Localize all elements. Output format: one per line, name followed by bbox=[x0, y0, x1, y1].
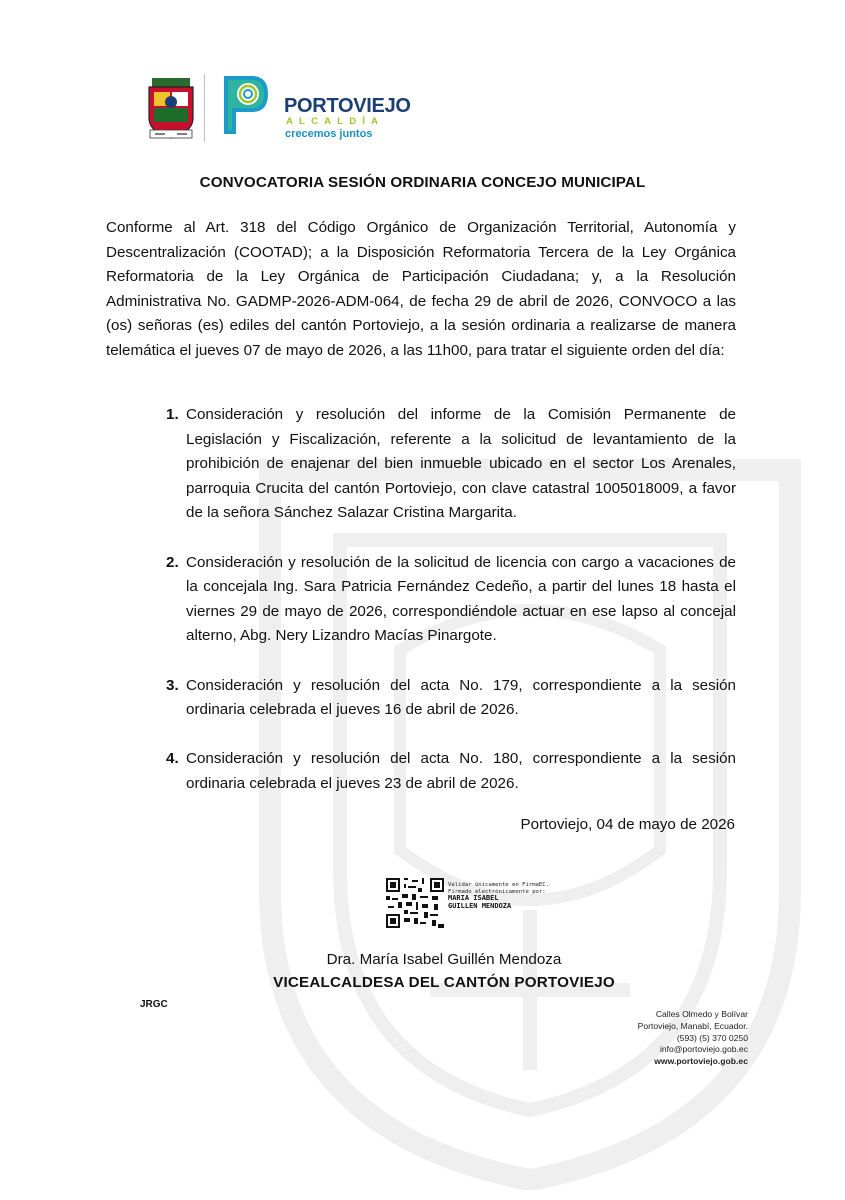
agenda-item-text: Consideración y resolución de la solicitud de licencia con cargo a vacaciones de la concejala Ing. Sara Patricia Fernández Cedeño, a partir del lunes 18 hasta el viernes 29 de mayo de 2026, correspondiéndole actuar en ese lapso al concejal alterno, Abg. Nery Lizandro Macías Pinargote. bbox=[186, 553, 736, 645]
agenda-item-number: 1. bbox=[166, 406, 179, 423]
portoviejo-p-logo-icon bbox=[218, 72, 270, 138]
validation-line: Firmado electrónicamente por: bbox=[448, 888, 546, 895]
agenda-item-text: Consideración y resolución del acta No. 180, correspondiente a la sesión ordinaria celebrada el jueves 23 de abril de 2026. bbox=[186, 750, 736, 792]
brand-text bbox=[284, 96, 411, 141]
document-title: CONVOCATORIA SESIÓN ORDINARIA CONCEJO MUNICIPAL bbox=[199, 174, 646, 191]
brand-subtitle: ALCALDÍA bbox=[286, 116, 385, 127]
agenda-item-number: 4. bbox=[166, 750, 179, 768]
agenda-item bbox=[166, 674, 736, 723]
contact-info bbox=[638, 1009, 748, 1068]
header-divider bbox=[204, 74, 205, 142]
agenda-item-number: 2. bbox=[166, 553, 179, 571]
email-link[interactable]: info@portoviejo.gob.ec bbox=[659, 1044, 748, 1055]
intro-paragraph: Conforme al Art. 318 del Código Orgánico de Organización Territorial, Autonomía y Descentralización (COOTAD); a la Disposición Reformatoria Tercera de la Ley Orgánica Reformatoria de la Ley Orgánica de Participación Ciudadana; y, a la Resolución Administrativa No. GADMP-2026-ADM-064, de fecha 29 de abril de 2026, CONVOCO a las (os) señoras (es) ediles del cantón Portoviejo, a la sesión ordinaria a realizarse de manera telemática el jueves 07 de mayo de 2026, a las 11h00, para tratar el siguiente orden del día: bbox=[106, 219, 736, 359]
agenda-item bbox=[166, 747, 736, 796]
address-line: Calles Olmedo y Bolívar bbox=[655, 1009, 748, 1019]
signer-name-stamp: GUILLEN MENDOZA bbox=[448, 901, 512, 910]
drafter-initials: JRGC bbox=[140, 999, 168, 1010]
brand-slogan: crecemos juntos bbox=[285, 128, 373, 140]
website-link[interactable]: www.portoviejo.gob.ec bbox=[654, 1056, 748, 1067]
agenda-item-text: Consideración y resolución del acta No. 179, correspondiente a la sesión ordinaria celebrada el jueves 16 de abril de 2026. bbox=[186, 676, 736, 719]
place-date: Portoviejo, 04 de mayo de 2026 bbox=[520, 816, 735, 833]
agenda-item-number: 3. bbox=[166, 676, 179, 694]
brand-name: PORTOVIEJO bbox=[284, 95, 411, 117]
agenda-list bbox=[166, 403, 736, 821]
agenda-item bbox=[166, 403, 736, 526]
coat-of-arms-icon bbox=[146, 78, 196, 140]
electronic-signature bbox=[386, 878, 566, 930]
signer-title: VICEALCALDESA DEL CANTÓN PORTOVIEJO bbox=[273, 974, 615, 991]
signer-name-stamp: MARIA ISABEL bbox=[448, 894, 499, 903]
agenda-item-text: Consideración y resolución del informe de la Comisión Permanente de Legislación y Fiscalización, referente a la solicitud de levantamiento de la prohibición de enajenar del bien inmueble ubicado en el sector Los Arenales, parroquia Crucita del cantón Portoviejo, con clave catastral 1005018009, a favor de la señora Sánchez Salazar Cristina Margarita. bbox=[186, 406, 736, 522]
signer-name: Dra. María Isabel Guillén Mendoza bbox=[326, 951, 562, 968]
validation-line: Validar únicamente en FirmaEC. bbox=[448, 882, 550, 888]
qr-code-icon bbox=[386, 878, 444, 928]
letterhead bbox=[146, 72, 566, 152]
agenda-item bbox=[166, 551, 736, 649]
phone: (593) (5) 370 0250 bbox=[676, 1032, 748, 1043]
address-line: Portoviejo, Manabí, Ecuador. bbox=[637, 1020, 748, 1031]
signature-validation-text bbox=[448, 882, 549, 910]
